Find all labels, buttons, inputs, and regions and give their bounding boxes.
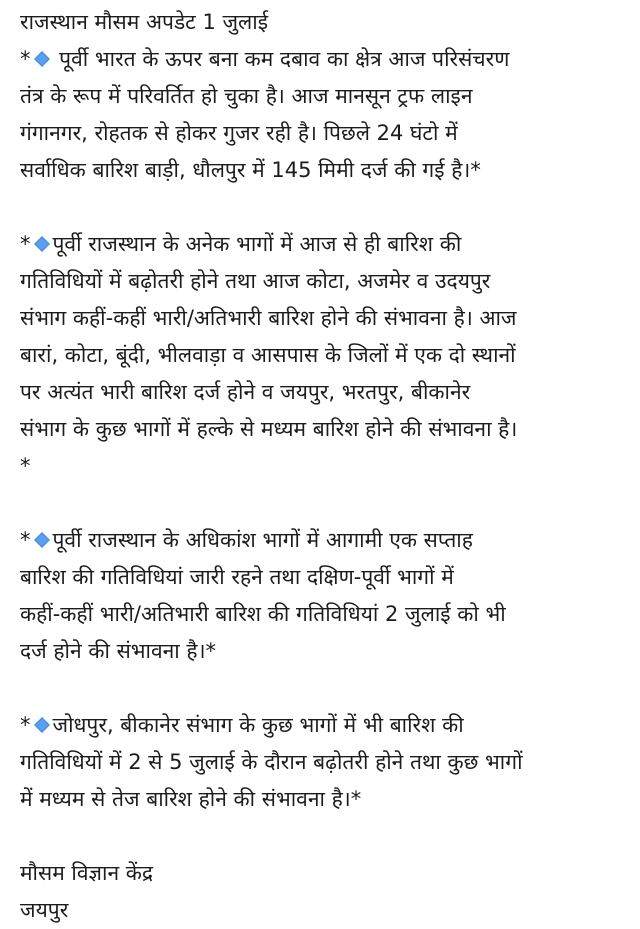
paragraph-line: सर्वाधिक बारिश बाड़ी, धौलपुर में 145 मिमी दर्ज की गई है।* <box>20 158 481 182</box>
paragraph-first-line <box>20 707 628 744</box>
paragraph-line: दर्ज होने की संभावना है।* <box>20 639 217 663</box>
paragraph-2 <box>20 226 628 485</box>
paragraph-line: गतिविधियों में बढ़ोतरी होने तथा आज कोटा, अजमेर व उदयपुर <box>20 269 491 293</box>
paragraph-line: में मध्यम से तेज बारिश होने की संभावना है।* <box>20 787 362 811</box>
small-blue-diamond-icon <box>33 50 51 68</box>
spacer <box>20 189 628 226</box>
asterisk: * <box>20 713 31 737</box>
paragraph-first-line <box>20 41 628 78</box>
paragraph-line: संभाग कहीं-कहीं भारी/अतिभारी बारिश होने की संभावना है। आज <box>20 306 517 330</box>
spacer <box>20 485 628 522</box>
spacer <box>20 818 628 855</box>
paragraph-3 <box>20 522 628 670</box>
paragraph-line: * <box>20 454 31 478</box>
asterisk: * <box>20 232 31 256</box>
paragraph-first-line <box>20 226 628 263</box>
paragraph-line: बारां, कोटा, बूंदी, भीलवाड़ा व आसपास के जिलों में एक दो स्थानों <box>20 343 516 367</box>
small-blue-diamond-icon <box>33 531 51 549</box>
signature-org: मौसम विज्ञान केंद्र <box>20 861 154 885</box>
paragraph-line: गंगानगर, रोहतक से होकर गुजर रही है। पिछले 24 घंटो में <box>20 121 458 145</box>
paragraph-text: पूर्वी भारत के ऊपर बना कम दबाव का क्षेत्र आज परिसंचरण <box>52 47 510 71</box>
paragraph-line: संभाग के कुछ भागों में हल्के से मध्यम बारिश होने की संभावना है। <box>20 417 518 441</box>
paragraph-line: कहीं-कहीं भारी/अतिभारी बारिश की गतिविधियां 2 जुलाई को भी <box>20 602 506 626</box>
small-blue-diamond-icon <box>33 235 51 253</box>
spacer <box>20 670 628 707</box>
paragraph-1 <box>20 41 628 189</box>
asterisk: * <box>20 47 31 71</box>
paragraph-line: बारिश की गतिविधियां जारी रहने तथा दक्षिण-पूर्वी भागों में <box>20 565 454 589</box>
paragraph-text: जोधपुर, बीकानेर संभाग के कुछ भागों में भी बारिश की <box>52 713 464 737</box>
forecast-message <box>20 4 628 929</box>
paragraph-first-line <box>20 522 628 559</box>
paragraph-4 <box>20 707 628 818</box>
message-title: राजस्थान मौसम अपडेट 1 जुलाई <box>20 10 269 34</box>
paragraph-line: तंत्र के रूप में परिवर्तित हो चुका है। आज मानसून ट्रफ लाइन <box>20 84 473 108</box>
paragraph-text: पूर्वी राजस्थान के अनेक भागों में आज से ही बारिश की <box>52 232 462 256</box>
signature-city: जयपुर <box>20 898 69 922</box>
paragraph-text: पूर्वी राजस्थान के अधिकांश भागों में आगामी एक सप्ताह <box>52 528 473 552</box>
small-blue-diamond-icon <box>33 716 51 734</box>
paragraph-line: पर अत्यंत भारी बारिश दर्ज होने व जयपुर, भरतपुर, बीकानेर <box>20 380 471 404</box>
paragraph-line: गतिविधियों में 2 से 5 जुलाई के दौरान बढ़ोतरी होने तथा कुछ भागों <box>20 750 523 774</box>
asterisk: * <box>20 528 31 552</box>
